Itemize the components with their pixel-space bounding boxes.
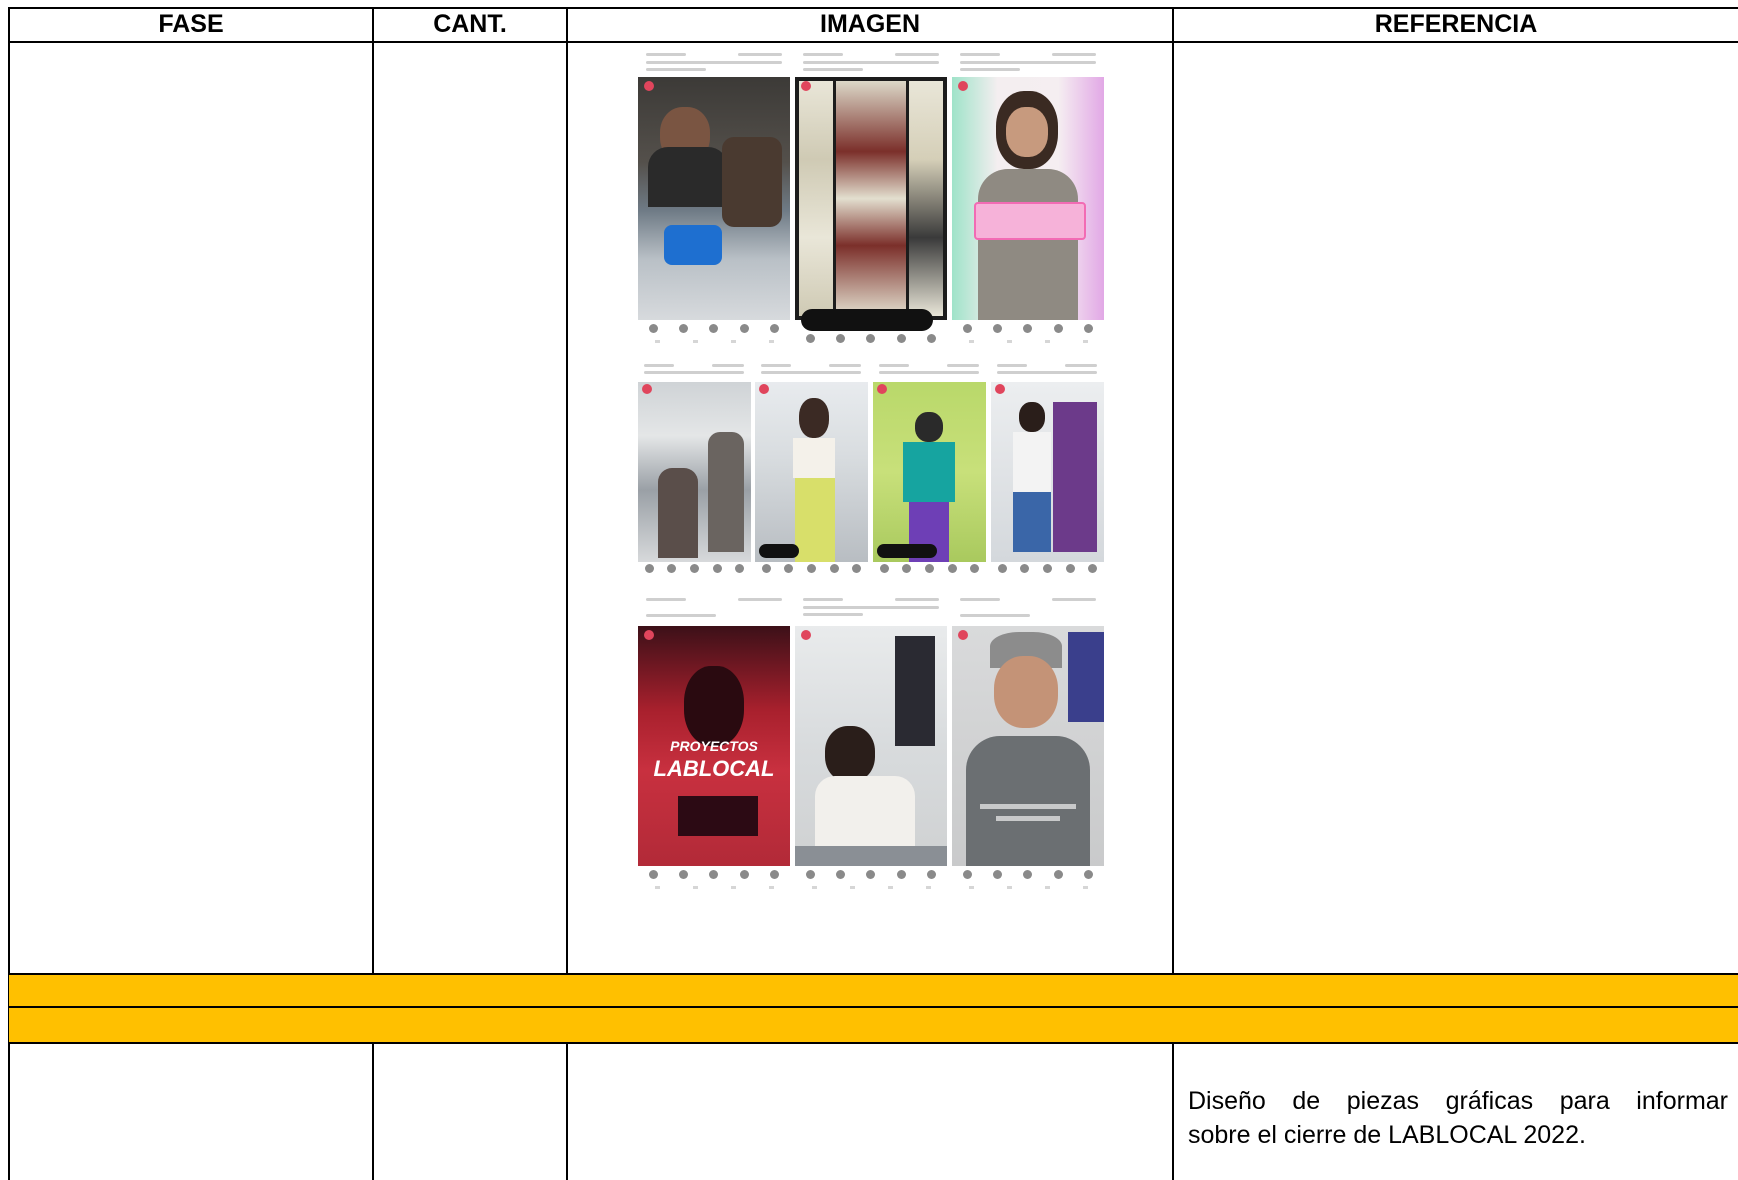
header-bottom-border	[8, 41, 1738, 43]
col-divider-2b	[566, 1044, 568, 1180]
header-referencia: REFERENCIA	[1374, 9, 1538, 38]
overlay-text-proyectos: PROYECTOS	[670, 738, 758, 754]
overlay-text-lablocal: LABLOCAL	[653, 756, 775, 781]
story-screenshot	[638, 592, 790, 900]
story-screenshot	[795, 47, 947, 369]
referencia-description-line-2: sobre el cierre de LABLOCAL 2022.	[1188, 1121, 1586, 1149]
header-fase: FASE	[158, 9, 224, 38]
col-divider-1	[372, 7, 374, 973]
separator-band-1	[9, 975, 1738, 1006]
referencia-description-line-1: Diseño de piezas gráficas para informar	[1188, 1087, 1728, 1115]
col-divider-2	[566, 7, 568, 973]
separator-band-2	[9, 1008, 1738, 1042]
story-screenshot	[638, 47, 790, 369]
story-screenshot	[991, 358, 1104, 580]
band-bottom-border	[8, 1042, 1738, 1044]
col-divider-3b	[1172, 1044, 1174, 1180]
col-divider-3	[1172, 7, 1174, 973]
col-divider-1b	[372, 1044, 374, 1180]
referencia-description	[1188, 1084, 1728, 1152]
header-cant: CANT.	[433, 9, 507, 38]
header-imagen: IMAGEN	[820, 9, 920, 38]
story-screenshot	[952, 592, 1104, 900]
story-screenshot	[952, 47, 1104, 369]
story-screenshot	[795, 592, 947, 900]
story-screenshot	[638, 358, 751, 580]
story-screenshot	[873, 358, 986, 580]
story-screenshot	[755, 358, 868, 580]
